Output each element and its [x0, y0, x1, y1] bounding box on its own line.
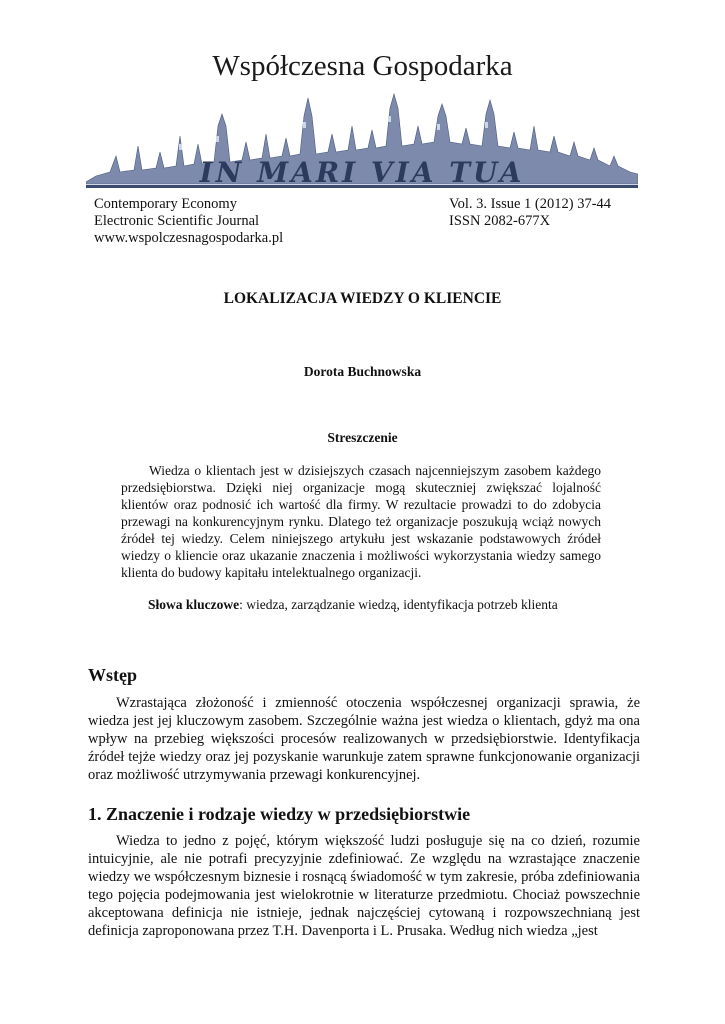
- issn: ISSN 2082-677X: [449, 213, 551, 229]
- journal-meta-right: [449, 196, 611, 230]
- section1-paragraph: Wiedza to jedno z pojęć, którym większość ludzi posługuje się na co dzień, rozumie intuicyjnie, ale nie potrafi precyzyjnie zdefiniować. Ze względu na wzrastające znaczenie wiedzy we współczesnym biznesie i rosnącą świadomość w tym zakresie, próba zdefiniowania tego pojęcia podejmowania jest wielokrotnie w literaturze przedmiotu. Chociaż powszechnie akceptowana definicja nie istnieje, jednak najczęściej cytowaną i rozpowszechnianą jest definicja zaproponowana przez T.H. Davenporta i L. Prusaka. Według nich wiedza „jest: [88, 833, 640, 939]
- journal-meta-left: [94, 196, 283, 247]
- section-heading-intro: Wstęp: [88, 665, 137, 685]
- banner-motto: IN MARI VIA TUA: [199, 156, 525, 189]
- paper-title: LOKALIZACJA WIEDZY O KLIENCIE: [223, 290, 502, 307]
- keywords-line: [148, 597, 558, 613]
- journal-type: Electronic Scientific Journal: [94, 213, 260, 229]
- section-heading-1: 1. Znaczenie i rodzaje wiedzy w przedsiębiorstwie: [88, 804, 471, 824]
- journal-website-link[interactable]: www.wspolczesnagospodarka.pl: [94, 230, 284, 246]
- abstract-heading: Streszczenie: [327, 430, 398, 445]
- keywords-list: : wiedza, zarządzanie wiedzą, identyfikacja potrzeb klienta: [239, 597, 558, 612]
- city-skyline-banner: [86, 86, 638, 194]
- abstract-text: Wiedza o klientach jest w dzisiejszych czasach najcenniejszym zasobem każdego przedsiębiorstwa. Dzięki niej organizacje mogą skuteczniej zwiększać lojalność klientów oraz podnosić ich wartość dla firmy. W rezultacie prowadzi to do zdobycia przewagi na konkurencyjnym rynku. Dlatego też organizacje poszukują wciąż nowych źródeł tej wiedzy. Celem niniejszego artykułu jest wskazanie podstawowych źródeł wiedzy o kliencie oraz ukazanie znaczenia i możliwości wykorzystania wiedzy samego klienta do budowy kapitału intelektualnego organizacji.: [121, 463, 601, 580]
- journal-title: Współczesna Gospodarka: [212, 50, 513, 82]
- keywords-label: Słowa kluczowe: [148, 597, 240, 612]
- author-name: Dorota Buchnowska: [303, 364, 422, 379]
- volume-issue: Vol. 3. Issue 1 (2012) 37-44: [449, 196, 612, 212]
- intro-paragraph: Wzrastająca złożoność i zmienność otoczenia współczesnej organizacji sprawia, że wiedza jest jej kluczowym zasobem. Szczególnie ważna jest wiedza o klientach, gdyż ma ona wpływ na przebieg większości procesów realizowanych w przedsiębiorstwie. Identyfikacja źródeł tejże wiedzy oraz jej pozyskanie warunkuje zatem sprawne funkcjonowanie organizacji oraz możliwość utrzymywania przewagi konkurencyjnej.: [88, 695, 640, 783]
- journal-name-en: Contemporary Economy: [94, 196, 237, 212]
